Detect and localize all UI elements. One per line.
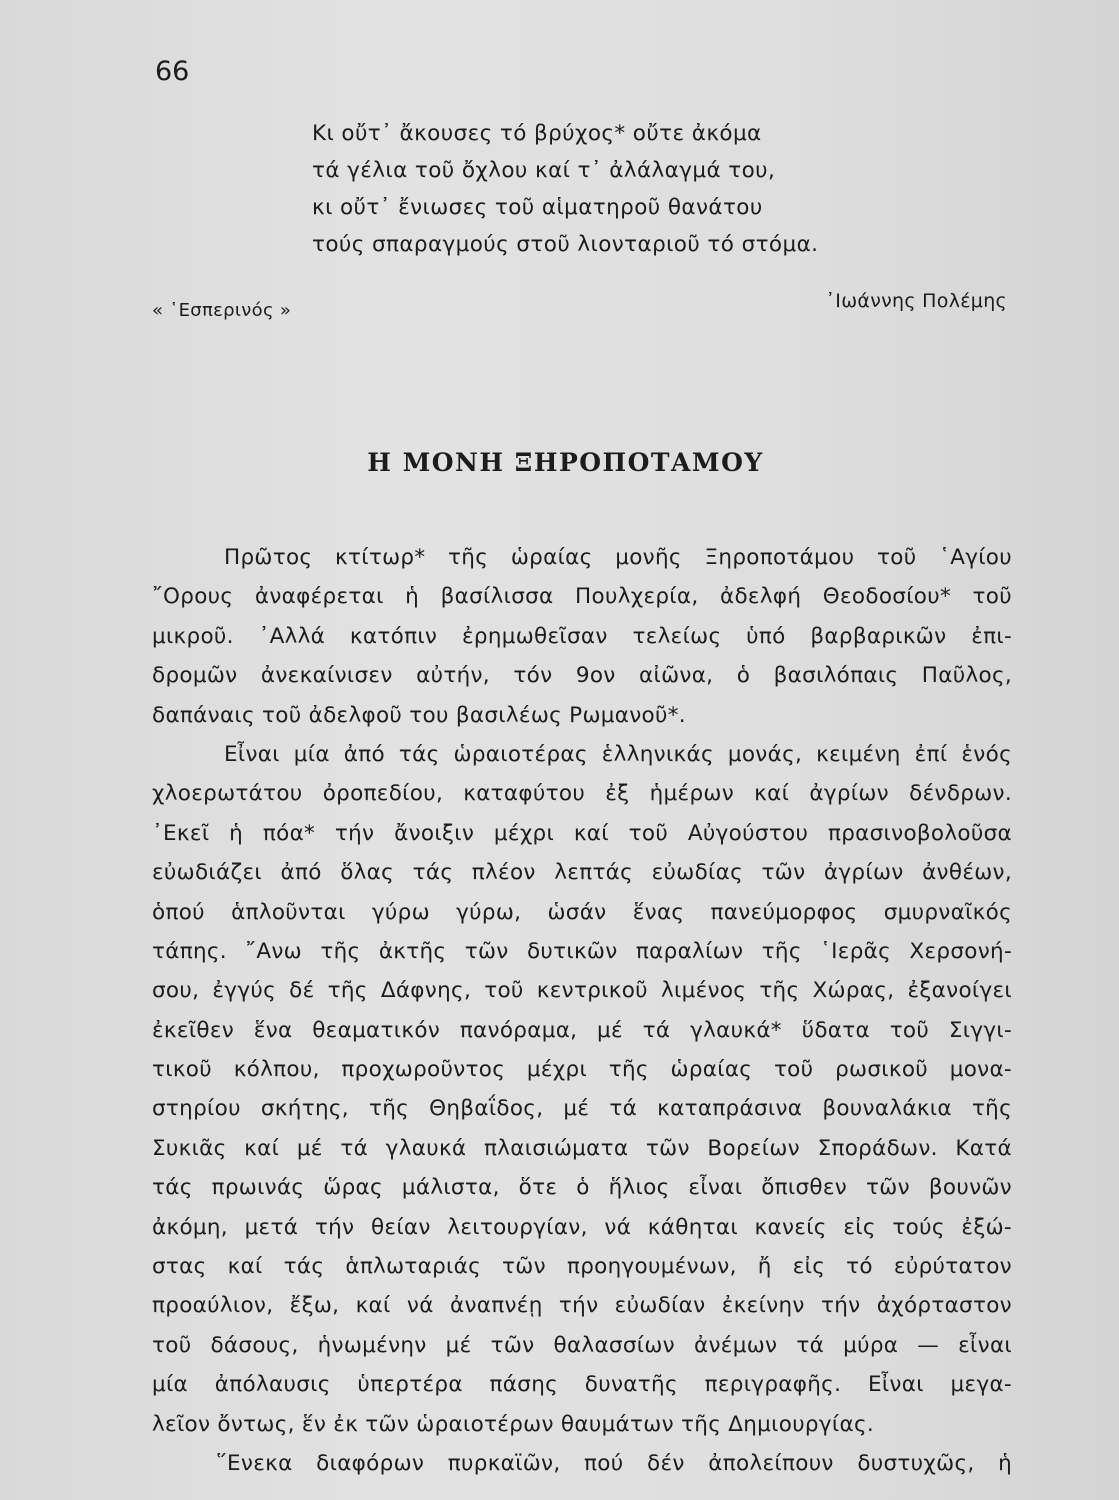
text-line: Εἶναι μία ἀπό τάς ὡραιοτέρας ἑλληνικάς μονάς, κειμένη ἐπί ἑνός — [224, 741, 1012, 767]
poem-line: τούς σπαραγμούς στοῦ λιονταριοῦ τό στόμα. — [312, 232, 819, 257]
text-line: στηρίου σκήτης, τῆς Θηβαΐδος, μέ τά καταπράσινα βουναλάκια τῆς — [152, 1096, 1012, 1122]
text-line: τάπης. ῎Ανω τῆς ἀκτῆς τῶν δυτικῶν παραλίων τῆς ῾Ιερᾶς Χερσονή- — [152, 938, 1012, 964]
text-line: ὁπού ἁπλοῦνται γύρω γύρω, ὡσάν ἕνας πανεύμορφος σμυρναῖκός — [152, 899, 1012, 925]
text-line: εὐωδιάζει ἀπό ὅλας τάς πλέον λεπτάς εὐωδίας τῶν ἀγρίων ἀνθέων, — [152, 860, 1012, 886]
poem-author: ᾽Ιωάννης Πολέμης — [825, 290, 1007, 312]
text-line: τικοῦ κόλπου, προχωροῦντος μέχρι τῆς ὡραίας τοῦ ρωσικοῦ μονα- — [152, 1057, 1012, 1083]
text-line: στας καί τάς ἁπλωταριάς τῶν προηγουμένων, ἤ εἰς τό εὐρύτατον — [152, 1254, 1012, 1280]
text-line: ῞Ενεκα διαφόρων πυρκαϊῶν, πού δέν ἀπολείπουν δυστυχῶς, ἡ — [216, 1450, 1012, 1476]
text-line: Πρῶτος κτίτωρ* τῆς ὡραίας μονῆς Ξηροποτάμου τοῦ ῾Αγίου — [224, 545, 1012, 570]
text-line: χλοερωτάτου ὀροπεδίου, καταφύτου ἐξ ἡμέρων καί ἀγρίων δένδρων. — [152, 781, 1012, 807]
text-line: τάς πρωινάς ὥρας μάλιστα, ὅτε ὁ ἥλιος εἶναι ὄπισθεν τῶν βουνῶν — [152, 1175, 1012, 1201]
text-line: λεῖον ὄντως, ἕν ἐκ τῶν ὡραιοτέρων θαυμάτων τῆς Δημιουργίας. — [152, 1411, 875, 1437]
section-title: Η ΜΟΝΗ ΞΗΡΟΠΟΤΑΜΟΥ — [367, 448, 764, 477]
page-number: 66 — [155, 56, 190, 87]
poem-line: Κι οὔτ᾽ ἄκουσες τό βρύχος* οὔτε ἀκόμα — [312, 121, 762, 146]
poem-line: τά γέλια τοῦ ὄχλου καί τ᾽ ἀλάλαγμά του, — [312, 158, 776, 183]
text-line: ἀκόμη, μετά τήν θείαν λειτουργίαν, νά κάθηται κανείς εἰς τούς ἐξώ- — [152, 1214, 1012, 1240]
text-line: σου, ἐγγύς δέ τῆς Δάφνης, τοῦ κεντρικοῦ λιμένος τῆς Χώρας, ἐξανοίγει — [152, 978, 1012, 1004]
text-line: δρομῶν ἀνεκαίνισεν αὐτήν, τόν 9ον αἰῶνα, ὁ βασιλόπαις Παῦλος, — [152, 663, 1012, 689]
text-line: μία ἀπόλαυσις ὑπερτέρα πάσης δυνατῆς περιγραφῆς. Εἶναι μεγα- — [152, 1372, 1012, 1398]
poem-line: κι οὔτ᾽ ἔνιωσες τοῦ αἱματηροῦ θανάτου — [312, 195, 763, 220]
text-line: μικροῦ. ᾽Αλλά κατόπιν ἐρημωθεῖσαν τελείως ὑπό βαρβαρικῶν ἐπι- — [152, 623, 1012, 649]
body-text — [152, 538, 1012, 1483]
text-line: Συκιᾶς καί μέ τά γλαυκά πλαισιώματα τῶν Βορείων Σποράδων. Κατά — [152, 1135, 1012, 1161]
poem-stanza — [312, 115, 932, 263]
text-line: δαπάναις τοῦ ἀδελφοῦ του βασιλέως Ρωμανοῦ*. — [152, 702, 686, 728]
text-line: ᾽Εκεῖ ἡ πόα* τήν ἄνοιξιν μέχρι καί τοῦ Αὐγούστου πρασινοβολοῦσα — [152, 820, 1012, 846]
poem-source: « ῾Εσπερινός » — [152, 300, 292, 321]
text-line: ῎Ορους ἀναφέρεται ἡ βασίλισσα Πουλχερία, ἀδελφή Θεοδοσίου* τοῦ — [152, 584, 1012, 610]
text-line: τοῦ δάσους, ἡνωμένην μέ τῶν θαλασσίων ἀνέμων τά μύρα — εἶναι — [152, 1332, 1012, 1358]
text-line: ἐκεῖθεν ἕνα θεαματικόν πανόραμα, μέ τά γλαυκά* ὕδατα τοῦ Σιγγι- — [152, 1017, 1012, 1043]
text-line: προαύλιον, ἔξω, καί νά ἀναπνέῃ τήν εὐωδίαν ἐκείνην τήν ἀχόρταστον — [152, 1293, 1012, 1319]
